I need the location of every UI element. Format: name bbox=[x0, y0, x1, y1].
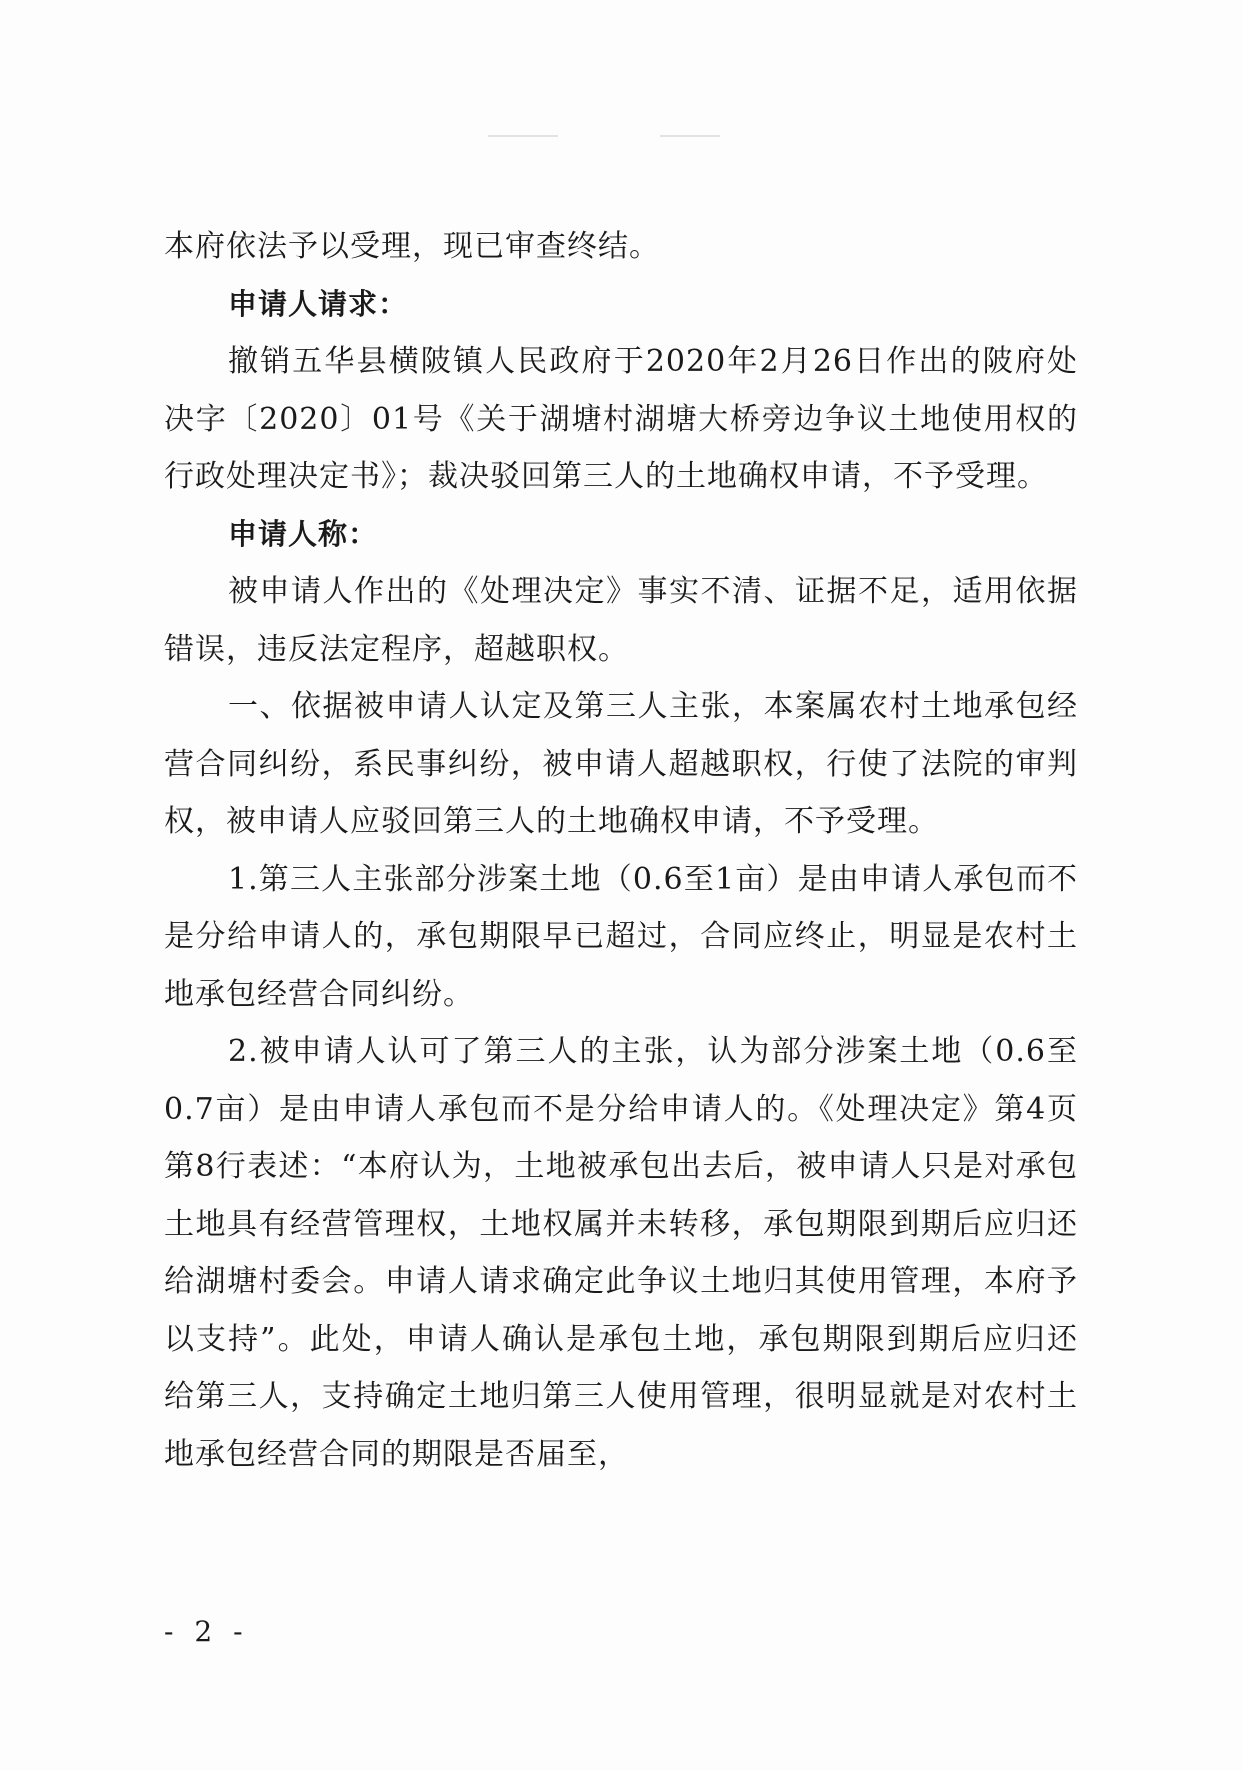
document-body bbox=[164, 218, 1078, 1483]
scan-artifact bbox=[488, 135, 558, 137]
paragraph-continuation: 本府依法予以受理，现已审查终结。 bbox=[164, 229, 660, 264]
paragraph-point-one-item-1: 1.第三人主张部分涉案土地（0.6至1亩）是由申请人承包而不是分给申请人的，承包期限早已超过，合同应终止，明显是农村土地承包经营合同纠纷。 bbox=[164, 861, 1078, 1012]
paragraph-claims-summary: 被申请人作出的《处理决定》事实不清、证据不足，适用依据错误，违反法定程序，超越职权。 bbox=[164, 574, 1078, 667]
page-number: - 2 - bbox=[164, 1615, 249, 1648]
section-heading-request: 申请人请求： bbox=[228, 286, 409, 321]
paragraph-point-one-item-2: 2.被申请人认可了第三人的主张，认为部分涉案土地（0.6至0.7亩）是由申请人承包而不是分给申请人的。《处理决定》第4页第8行表述：“本府认为，土地被承包出去后，被申请人只是对承包土地具有经营管理权，土地权属并未转移，承包期限到期后应归还给湖塘村委会。申请人请求确定此争议土地归其使用管理，本府予以支持”。此处，申请人确认是承包土地，承包期限到期后应归还给第三人，支持确定土地归第三人使用管理，很明显就是对农村土地承包经营合同的期限是否届至， bbox=[164, 1034, 1078, 1472]
section-heading-claims: 申请人称： bbox=[228, 516, 379, 551]
scan-artifact bbox=[660, 135, 720, 137]
paragraph-request: 撤销五华县横陂镇人民政府于2020年2月26日作出的陂府处决字〔2020〕01号《关于湖塘村湖塘大桥旁边争议土地使用权的行政处理决定书》；裁决驳回第三人的土地确权申请，不予受理。 bbox=[164, 344, 1078, 494]
paragraph-point-one: 一、依据被申请人认定及第三人主张，本案属农村土地承包经营合同纠纷，系民事纠纷，被申请人超越职权，行使了法院的审判权，被申请人应驳回第三人的土地确权申请，不予受理。 bbox=[164, 689, 1078, 839]
